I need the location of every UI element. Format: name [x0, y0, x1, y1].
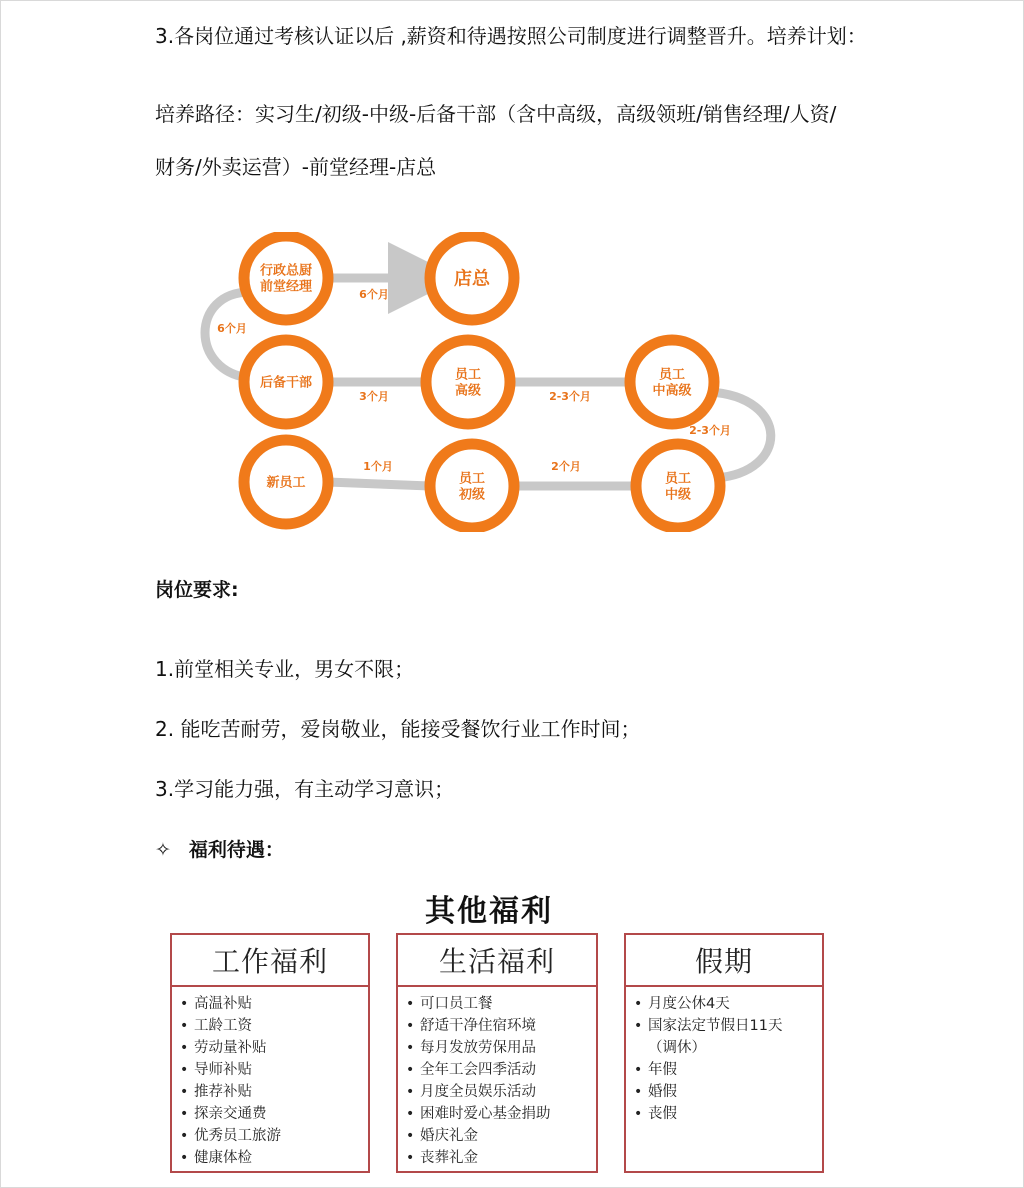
node-group	[244, 236, 720, 528]
work-benefits-heading: 工作福利	[172, 935, 368, 987]
node-label: 前堂经理	[259, 279, 313, 295]
node-label: 行政总厨	[259, 263, 313, 279]
path-description-line1: 培养路径：实习生/初级-中级-后备干部（含中高级，高级领班/销售经理/人资/	[155, 102, 837, 126]
benefits-section	[158, 884, 838, 1184]
list-item: • 月度全员娱乐活动	[406, 1081, 596, 1103]
list-item: • 婚庆礼金	[406, 1125, 596, 1147]
node-exec-chef-manager	[244, 236, 328, 320]
duration-label: 3个月	[359, 390, 389, 403]
node-mid-senior-staff	[630, 340, 714, 424]
list-item: • 丧假	[634, 1103, 816, 1125]
node-senior-staff	[426, 340, 510, 424]
requirement-item-3: 3.学习能力强，有主动学习意识；	[155, 777, 455, 801]
sparkle-bullet-icon: ✧	[155, 839, 171, 861]
list-item: • 年假	[634, 1059, 816, 1081]
welfare-title: 福利待遇：	[188, 839, 284, 861]
career-path-svg	[190, 232, 810, 532]
node-junior-staff	[430, 444, 514, 528]
node-label: 员工	[454, 367, 482, 383]
node-reserve-cadre	[244, 340, 328, 424]
node-label: 员工	[458, 471, 486, 487]
holiday-benefits-list	[626, 987, 822, 1125]
list-item: • 优秀员工旅游	[180, 1125, 368, 1147]
holiday-benefits-box	[624, 933, 824, 1173]
list-item: • 困难时爱心基金捐助	[406, 1103, 596, 1125]
node-store-manager	[430, 236, 514, 320]
life-benefits-list	[398, 987, 596, 1169]
node-label: 初级	[458, 487, 486, 503]
list-item: • 舒适干净住宿环境	[406, 1015, 596, 1037]
list-item: • 全年工会四季活动	[406, 1059, 596, 1081]
node-label: 后备干部	[259, 375, 313, 391]
node-label: 员工	[664, 471, 692, 487]
duration-label: 6个月	[359, 288, 389, 301]
list-item: • 高温补贴	[180, 993, 368, 1015]
list-item: • 月度公休4天	[634, 993, 816, 1015]
list-item: • 国家法定节假日11天（调休）	[634, 1015, 816, 1059]
node-label: 新员工	[266, 475, 306, 491]
intro-line: 3.各岗位通过考核认证以后 ,薪资和待遇按照公司制度进行调整晋升。培养计划：	[155, 24, 867, 48]
node-label: 中高级	[652, 383, 692, 399]
list-item: • 每月发放劳保用品	[406, 1037, 596, 1059]
node-label: 高级	[454, 383, 482, 399]
life-benefits-box	[396, 933, 598, 1173]
path-description-line2: 财务/外卖运营）-前堂经理-店总	[155, 155, 437, 179]
duration-label: 1个月	[363, 460, 393, 473]
node-label: 中级	[664, 487, 692, 503]
duration-label: 2个月	[551, 460, 581, 473]
requirements-title: 岗位要求:	[155, 579, 239, 601]
node-label: 员工	[658, 367, 686, 383]
career-path-diagram	[190, 232, 810, 532]
life-benefits-heading: 生活福利	[398, 935, 596, 987]
list-item: • 劳动量补贴	[180, 1037, 368, 1059]
list-item: • 健康体检	[180, 1147, 368, 1169]
node-middle-staff	[636, 444, 720, 528]
duration-label: 2-3个月	[549, 390, 591, 403]
node-label: 店总	[454, 268, 490, 290]
list-item: • 丧葬礼金	[406, 1147, 596, 1169]
list-item: • 可口员工餐	[406, 993, 596, 1015]
requirement-item-1: 1.前堂相关专业，男女不限；	[155, 657, 415, 681]
holiday-benefits-heading: 假期	[626, 935, 822, 987]
list-item: • 工龄工资	[180, 1015, 368, 1037]
track-new-junior	[328, 482, 430, 486]
node-new-staff	[244, 440, 328, 524]
requirement-item-2: 2. 能吃苦耐劳，爱岗敬业，能接受餐饮行业工作时间；	[155, 717, 641, 741]
welfare-heading	[155, 836, 284, 864]
duration-label: 2-3个月	[689, 424, 731, 437]
list-item: • 导师补贴	[180, 1059, 368, 1081]
list-item: • 推荐补贴	[180, 1081, 368, 1103]
work-benefits-box	[170, 933, 370, 1173]
duration-label: 6个月	[217, 322, 247, 335]
list-item: • 婚假	[634, 1081, 816, 1103]
work-benefits-list	[172, 987, 368, 1169]
benefits-title: 其他福利	[425, 894, 553, 929]
list-item: • 探亲交通费	[180, 1103, 368, 1125]
